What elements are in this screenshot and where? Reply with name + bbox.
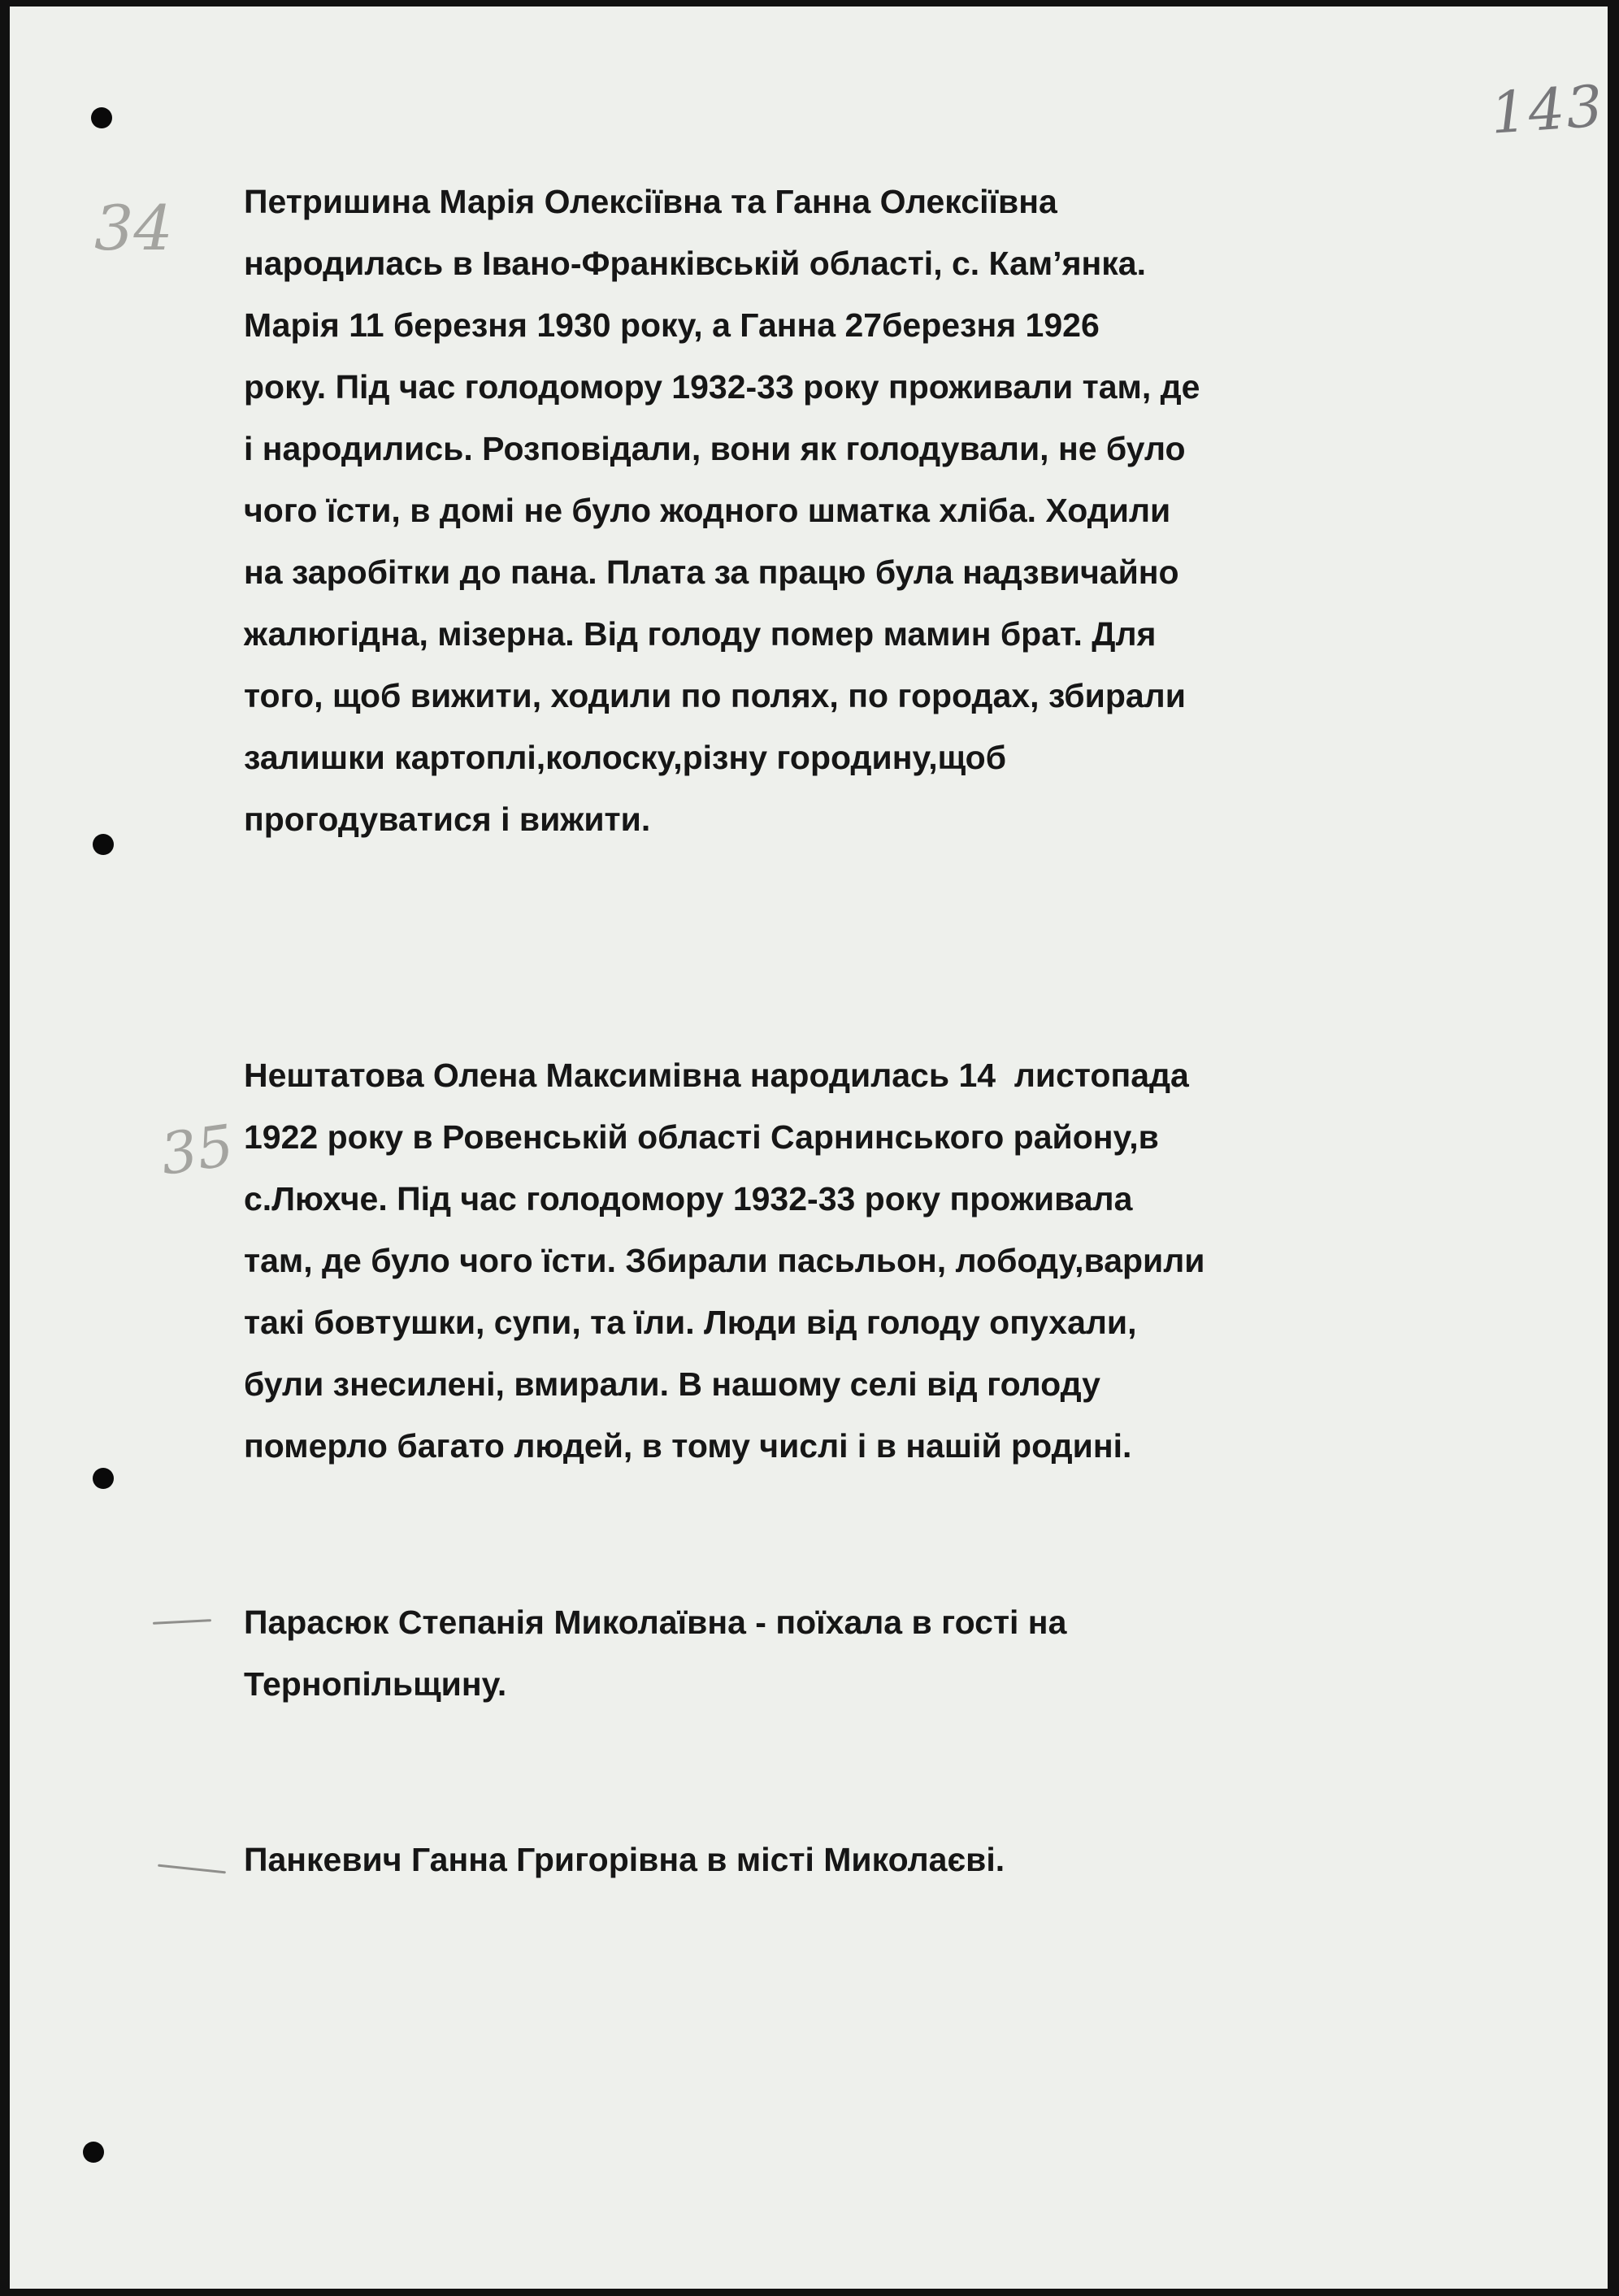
testimony-paragraph <box>244 1591 1066 1715</box>
handwritten-entry-number: 34 <box>94 192 173 264</box>
punch-hole-1 <box>91 107 112 128</box>
text-line: народилась в Івано-Франківській області, с. Кам’янка. <box>244 245 1147 282</box>
text-line: Панкевич Ганна Григорівна в місті Миколаєві. <box>244 1841 1005 1878</box>
text-line: були знесилені, вмирали. В нашому селі від голоду <box>244 1365 1100 1403</box>
text-line: того, щоб вижити, ходили по полях, по городах, збирали <box>244 677 1186 714</box>
document-page <box>10 7 1608 2289</box>
text-line: Нештатова Олена Максимівна народилась 14 листопада <box>244 1057 1189 1094</box>
punch-hole-2 <box>93 834 114 855</box>
text-line: Тернопільщину. <box>244 1665 507 1703</box>
handwritten-dash <box>153 1619 211 1625</box>
text-line: 1922 року в Ровенській області Сарнинського району,в <box>244 1118 1159 1156</box>
text-line: там, де було чого їсти. Збирали пасьльон, лободу,варили <box>244 1242 1205 1279</box>
handwritten-dash <box>158 1864 226 1874</box>
text-line: на заробітки до пана. Плата за працю була надзвичайно <box>244 553 1179 591</box>
text-line: жалюгідна, мізерна. Від голоду помер мамин брат. Для <box>244 615 1157 653</box>
text-line: чого їсти, в домі не було жодного шматка хліба. Ходили <box>244 492 1171 529</box>
testimony-paragraph <box>244 1044 1205 1477</box>
text-line: року. Під час голодомору 1932-33 року проживали там, де <box>244 368 1200 406</box>
text-line: Марія 11 березня 1930 року, а Ганна 27березня 1926 <box>244 306 1100 344</box>
text-line: Петришина Марія Олексіївна та Ганна Олексіївна <box>244 183 1057 220</box>
text-line: такі бовтушки, супи, та їли. Люди від голоду опухали, <box>244 1304 1137 1341</box>
handwritten-page-number: 143 <box>1488 72 1607 147</box>
text-line: с.Люхче. Під час голодомору 1932-33 року проживала <box>244 1180 1133 1217</box>
text-line: прогодуватися і вижити. <box>244 801 651 838</box>
text-line: і народились. Розповідали, вони як голодували, не було <box>244 430 1186 467</box>
text-line: Парасюк Степанія Миколаївна - поїхала в гості на <box>244 1604 1067 1641</box>
punch-hole-3 <box>93 1468 114 1489</box>
text-line: залишки картоплі,колоску,різну городину,щоб <box>244 739 1007 776</box>
punch-hole-4 <box>83 2142 104 2163</box>
text-line: померло багато людей, в тому числі і в нашій родині. <box>244 1427 1132 1465</box>
testimony-paragraph <box>244 171 1200 850</box>
handwritten-entry-number: 35 <box>156 1112 238 1188</box>
testimony-paragraph <box>244 1829 1005 1890</box>
